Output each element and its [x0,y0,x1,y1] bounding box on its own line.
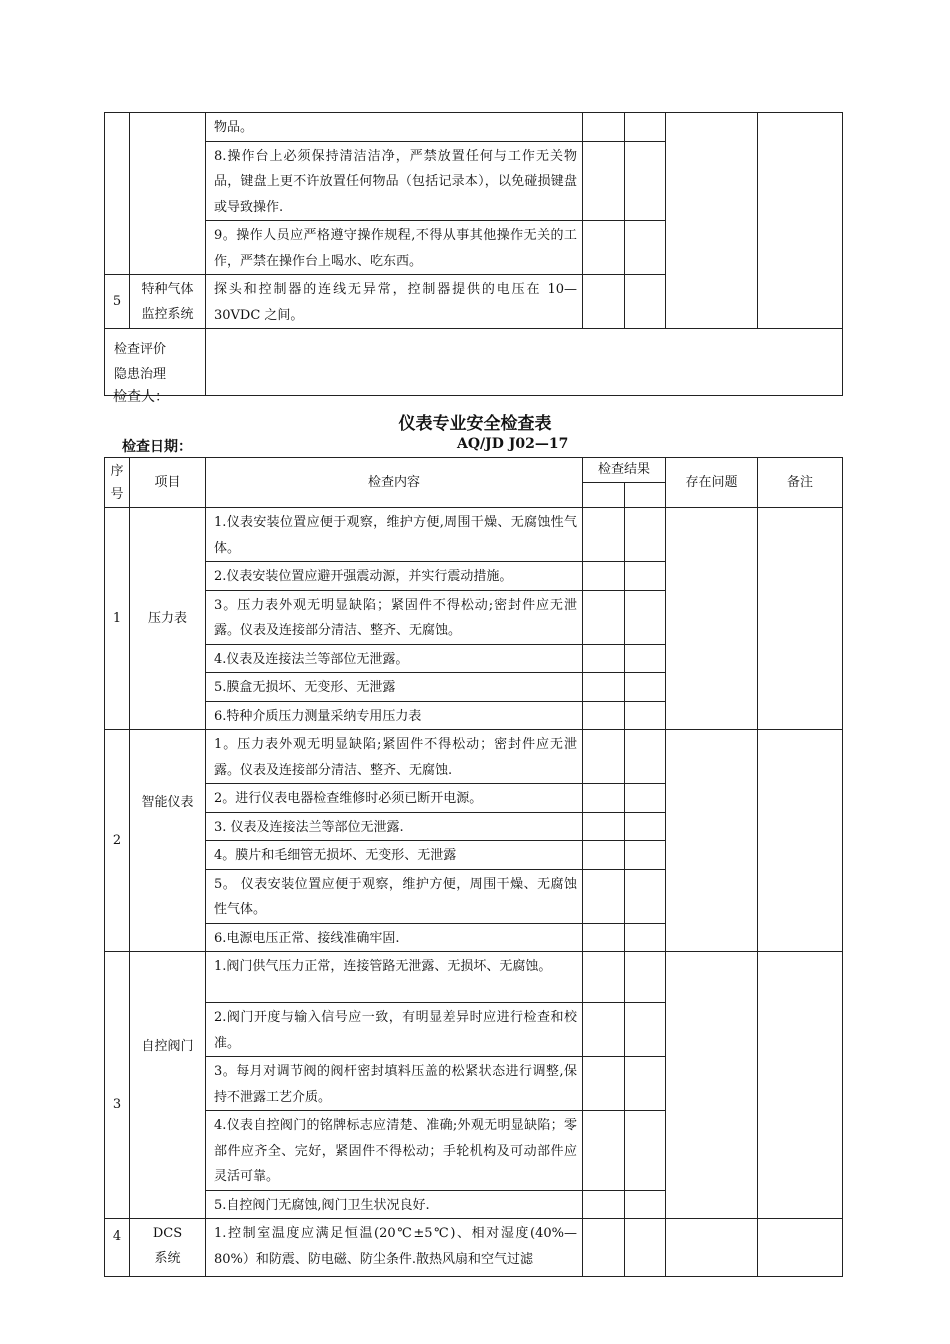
item-name-text: 智能仪表 [141,794,194,810]
result-cell[interactable] [625,275,666,329]
check-content: 3. 仪表及连接法兰等部位无泄露. [206,812,583,841]
result-cell[interactable] [583,812,625,841]
result-cell[interactable] [625,869,666,923]
result-cell[interactable] [625,701,666,730]
header-no [105,458,130,508]
result-cell[interactable] [583,141,625,221]
form-code: AQ/JD J02—17 [457,436,569,452]
result-cell[interactable] [583,952,625,1003]
issues-cell[interactable] [666,508,758,730]
table-row [105,113,843,142]
check-content: 1.仪表安装位置应便于观察，维护方便,周围干燥、无腐蚀性气体。 [206,508,583,562]
check-content: 9。操作人员应严格遵守操作规程,不得从事其他操作无关的工作，严禁在操作台上喝水、吃东西。 [206,221,583,275]
result-cell[interactable] [625,1057,666,1111]
header-no-line: 号 [110,486,124,502]
result-cell[interactable] [625,784,666,813]
result-cell[interactable] [625,1190,666,1219]
inspector-label: 检查人： [113,389,169,405]
result-cell[interactable] [625,923,666,952]
result-cell[interactable] [625,221,666,275]
notes-cell[interactable] [758,1219,843,1277]
row-number: 2 [105,730,130,952]
notes-cell[interactable] [758,730,843,952]
result-cell[interactable] [625,812,666,841]
header-issues: 存在问题 [666,458,758,508]
table-row [105,508,843,562]
check-content: 2。进行仪表电器检查维修时必须已断开电源。 [206,784,583,813]
check-content: 5.膜盒无损坏、无变形、无泄露 [206,673,583,702]
result-cell[interactable] [625,113,666,142]
result-cell[interactable] [583,590,625,644]
inspection-table [104,457,843,1277]
result-cell[interactable] [625,508,666,562]
result-cell[interactable] [583,1219,625,1277]
item-name-line: 特种气体 [141,281,194,297]
check-content: 5。 仪表安装位置应便于观察，维护方便，周围干燥、无腐蚀性气体。 [206,869,583,923]
row-number: 5 [105,275,130,329]
result-cell[interactable] [583,113,625,142]
check-content: 探头和控制器的连线无异常，控制器提供的电压在 10—30VDC 之间。 [206,275,583,329]
result-cell[interactable] [583,1057,625,1111]
notes-cell[interactable] [758,508,843,730]
issues-cell[interactable] [666,952,758,1219]
row-number: 4 [105,1219,130,1277]
check-content: 3。每月对调节阀的阀杆密封填料压盖的松紧状态进行调整,保持不泄露工艺介质。 [206,1057,583,1111]
table-row [105,952,843,1003]
result-cell[interactable] [583,841,625,870]
header-result-sub [583,483,625,508]
header-content: 检查内容 [206,458,583,508]
result-cell[interactable] [583,701,625,730]
check-content: 4.仪表自控阀门的铭牌标志应清楚、准确;外观无明显缺陷；零部件应齐全、完好，紧固件不得松动；手轮机构及可动部件应灵活可靠。 [206,1111,583,1191]
check-content: 6.电源电压正常、接线准确牢固. [206,923,583,952]
result-cell[interactable] [583,1003,625,1057]
check-content: 6.特种介质压力测量采纳专用压力表 [206,701,583,730]
result-cell[interactable] [583,644,625,673]
result-cell[interactable] [583,221,625,275]
notes-cell[interactable] [758,113,843,329]
check-content: 2.仪表安装位置应避开强震动源，并实行震动措施。 [206,562,583,591]
item-name [130,275,206,329]
check-content: 1.阀门供气压力正常，连接管路无泄露、无损坏、无腐蚀。 [206,952,583,1003]
issues-cell[interactable] [666,730,758,952]
header-result: 检查结果 [583,458,666,483]
check-content: 1。压力表外观无明显缺陷;紧固件不得松动；密封件应无泄露。仪表及连接部分清洁、整齐、无腐蚀. [206,730,583,784]
row-number: 1 [105,508,130,730]
issues-cell[interactable] [666,1219,758,1277]
item-name [130,1219,206,1277]
issues-cell[interactable] [666,113,758,329]
result-cell[interactable] [583,673,625,702]
result-cell[interactable] [625,1111,666,1191]
header-item: 项目 [130,458,206,508]
result-cell[interactable] [625,1219,666,1277]
result-cell[interactable] [583,1190,625,1219]
result-cell[interactable] [625,590,666,644]
result-cell[interactable] [625,673,666,702]
item-name-line: DCS [152,1226,183,1241]
result-cell[interactable] [625,562,666,591]
result-cell[interactable] [583,923,625,952]
check-content: 5.自控阀门无腐蚀,阀门卫生状况良好. [206,1190,583,1219]
result-cell[interactable] [583,784,625,813]
header-row [105,458,843,483]
check-content: 物品。 [206,113,583,142]
check-content: 4。膜片和毛细管无损坏、无变形、无泄露 [206,841,583,870]
result-cell[interactable] [625,141,666,221]
evaluation-label-line: 检查评价 [114,342,167,357]
evaluation-row [105,329,843,396]
evaluation-label-line: 隐患治理 [114,367,167,382]
evaluation-field[interactable] [206,329,843,396]
table-row [105,730,843,784]
result-cell[interactable] [625,841,666,870]
header-result-sub [625,483,666,508]
item-name [130,952,206,1219]
table-row [105,1219,843,1277]
result-cell[interactable] [583,730,625,784]
result-cell[interactable] [583,562,625,591]
item-name-line: 系统 [154,1251,181,1266]
row-number [105,952,130,1219]
result-cell[interactable] [583,869,625,923]
header-no-line: 序 [110,463,124,479]
check-content: 8.操作台上必须保持清洁洁净，严禁放置任何与工作无关物品，键盘上更不许放置任何物品（包括记录本），以免碰损键盘或导致操作. [206,141,583,221]
result-cell[interactable] [583,508,625,562]
result-cell[interactable] [583,275,625,329]
check-content: 2.阀门开度与输入信号应一致，有明显差异时应进行检查和校准。 [206,1003,583,1057]
page-title: 仪表专业安全检查表 [398,414,552,434]
check-content: 1.控制室温度应满足恒温(20℃±5℃)、相对湿度(40%—80%）和防震、防电磁、防尘条件.散热风扇和空气过滤 [206,1219,583,1277]
result-cell[interactable] [583,1111,625,1191]
check-content: 3。压力表外观无明显缺陷；紧固件不得松动;密封件应无泄露。仪表及连接部分清洁、整齐、无腐蚀。 [206,590,583,644]
item-name-line: 监控系统 [141,306,194,322]
item-name [130,730,206,952]
item-name: 压力表 [130,508,206,730]
row-number-text: 3 [112,1097,122,1112]
result-cell[interactable] [625,1003,666,1057]
notes-cell[interactable] [758,952,843,1219]
result-cell[interactable] [625,730,666,784]
result-cell[interactable] [625,644,666,673]
item-name-text: 自控阀门 [141,1039,194,1054]
header-notes: 备注 [758,458,843,508]
date-label: 检查日期： [122,439,192,455]
result-cell[interactable] [625,952,666,1003]
continuation-table [104,112,843,396]
check-content: 4.仪表及连接法兰等部位无泄露。 [206,644,583,673]
